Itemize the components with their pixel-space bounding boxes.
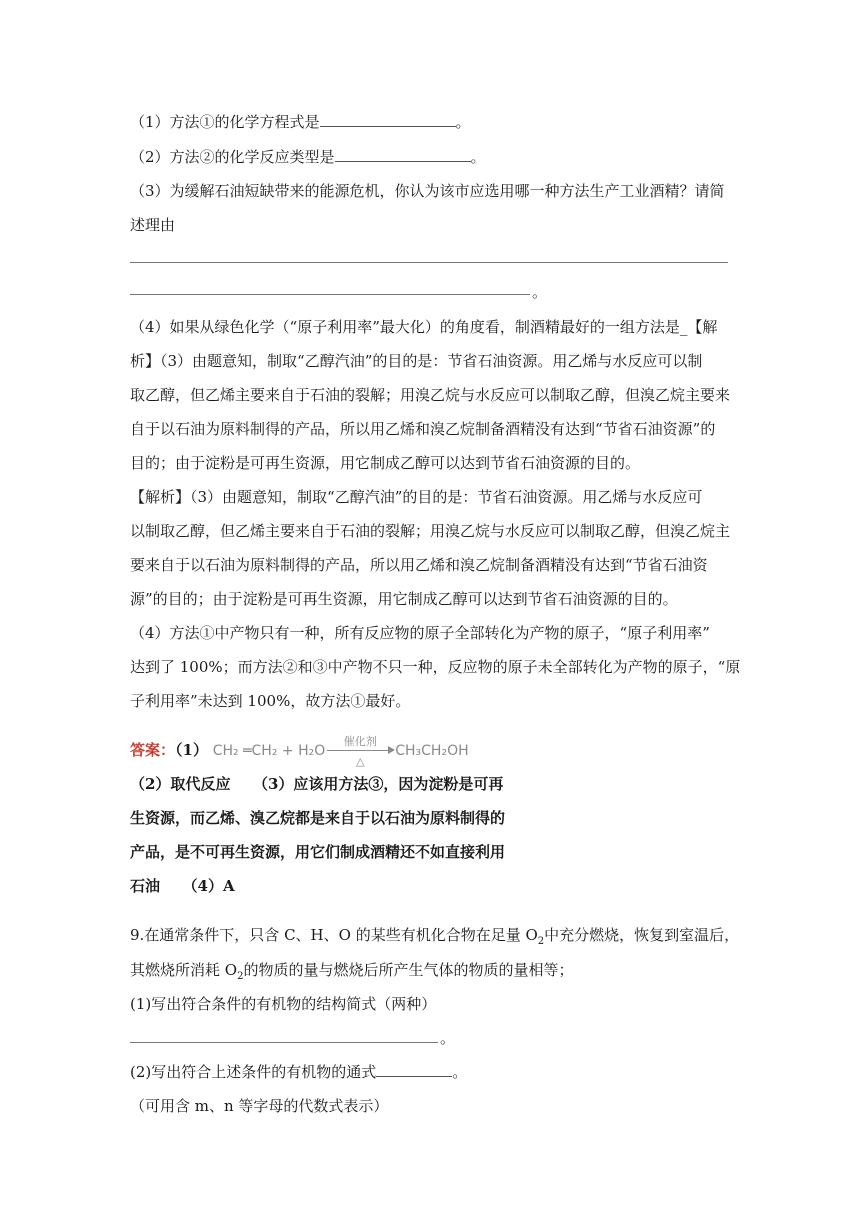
answer-part1-prefix: （1） [175,741,208,759]
q8-part1 [130,112,471,132]
q8-part3-end: 。 [532,283,548,301]
q8-part2-end: 。 [470,148,486,166]
q8-part1-end: 。 [455,113,471,131]
q8-part4-line1: （4）如果从绿色化学（“原子利用率”最大化）的角度看，制酒精最好的一组方法是_【解 [130,318,718,336]
q8-part3-answer-rule-2[interactable] [130,294,530,295]
answer-line3: 生资源，而乙烯、溴乙烷都是来自于以石油为原料制得的 [130,809,506,827]
answer-line4: 产品，是不可再生资源，用它们制成酒精还不如直接利用 [130,843,506,861]
q9-part2-text: (2)写出符合上述条件的有机物的通式 [130,1063,377,1081]
q9-part1-end: 。 [440,1029,456,1047]
q8-part4-line4: 自于以石油为原料制得的产品，所以用乙烯和溴乙烷制备酒精没有达到“节省石油资源”的 [130,420,716,438]
analysis-line5: （4）方法①中产物只有一种，所有反应物的原子全部转化为产物的原子，“原子利用率” [130,624,710,642]
q9-line1-b: 中充分燃烧，恢复到室温后， [544,926,740,944]
equation-right: CH₃CH₂OH [395,743,469,759]
q9-line1-a: 9.在通常条件下，只含 C、H、O 的某些有机化合物在足量 O [130,926,538,944]
analysis-line6: 达到了 100%；而方法②和③中产物不只一种，反应物的原子未全部转化为产物的原子，“原 [130,658,741,676]
q9-line2-a: 其燃烧所消耗 O [130,961,238,979]
answer-line5: 石油 （4）A [130,877,235,895]
q8-part4-line3: 取乙醇，但乙烯主要来自于石油的裂解；用溴乙烷与水反应可以制取乙醇，但溴乙烷主要来 [130,386,731,404]
q8-part3-answer-rule-1[interactable] [130,262,728,263]
q9-note: （可用含 m、n 等字母的代数式表示） [130,1097,389,1115]
q9-part2-blank[interactable] [376,1062,452,1077]
equation-left: CH₂ ═CH₂ + H₂O [212,743,326,759]
q8-part4-line5: 目的；由于淀粉是可再生资源，用它制成乙醇可以达到节省石油资源的目的。 [130,454,641,472]
analysis-line4: 源”的目的；由于淀粉是可再生资源，用它制成乙醇可以达到节省石油资源的目的。 [130,590,678,608]
q8-part3-line2: 述理由 [130,216,176,234]
q8-part3-line1: （3）为缓解石油短缺带来的能源危机，你认为该市应选用哪一种方法生产工业酒精？请简 [130,182,725,200]
q9-part2-end: 。 [452,1063,468,1081]
answer-label: 答案： [130,741,176,759]
q8-part2-text: （2）方法②的化学反应类型是 [130,148,335,166]
q9-line2-sub: 2 [237,971,244,982]
q9-line2-b: 的物质的量与燃烧后所产生气体的物质的量相等； [243,961,574,979]
analysis-line7: 子利用率”未达到 100%，故方法①最好。 [130,692,411,710]
q9-line1-sub: 2 [537,936,545,947]
q9-part1: (1)写出符合条件的有机物的结构简式（两种） [130,995,437,1013]
q8-part2-blank[interactable] [335,147,471,162]
q9-line1 [130,925,739,952]
reaction-arrow [325,735,395,768]
catalyst-label: 催化剂 [343,735,377,748]
answer-line2: （2）取代反应 （3）应该用方法③，因为淀粉是可再 [130,775,504,793]
heat-symbol: △ [356,755,365,768]
analysis-line2: 以制取乙醇，但乙烯主要来自于石油的裂解；用溴乙烷与水反应可以制取乙醇，但溴乙烷主 [130,522,731,540]
q8-part4-line2: 析】（3）由题意知，制取“乙醇汽油”的目的是：节省石油资源。用乙烯与水反应可以制 [130,352,703,370]
analysis-line1: 【解析】（3）由题意知，制取“乙醇汽油”的目的是：节省石油资源。用乙烯与水反应可 [130,488,703,506]
q8-part2 [130,147,486,167]
arrow-shaft [327,750,389,751]
analysis-line3: 要来自于以石油为原料制得的产品，所以用乙烯和溴乙烷制备酒精没有达到“节省石油资 [130,556,708,574]
q9-line2 [130,960,573,987]
q8-part1-blank[interactable] [320,112,456,127]
q8-part1-text: （1）方法①的化学方程式是 [130,113,320,131]
q9-part1-answer-rule[interactable] [130,1042,438,1043]
answer-line1 [130,735,469,768]
q9-part2 [130,1062,467,1082]
